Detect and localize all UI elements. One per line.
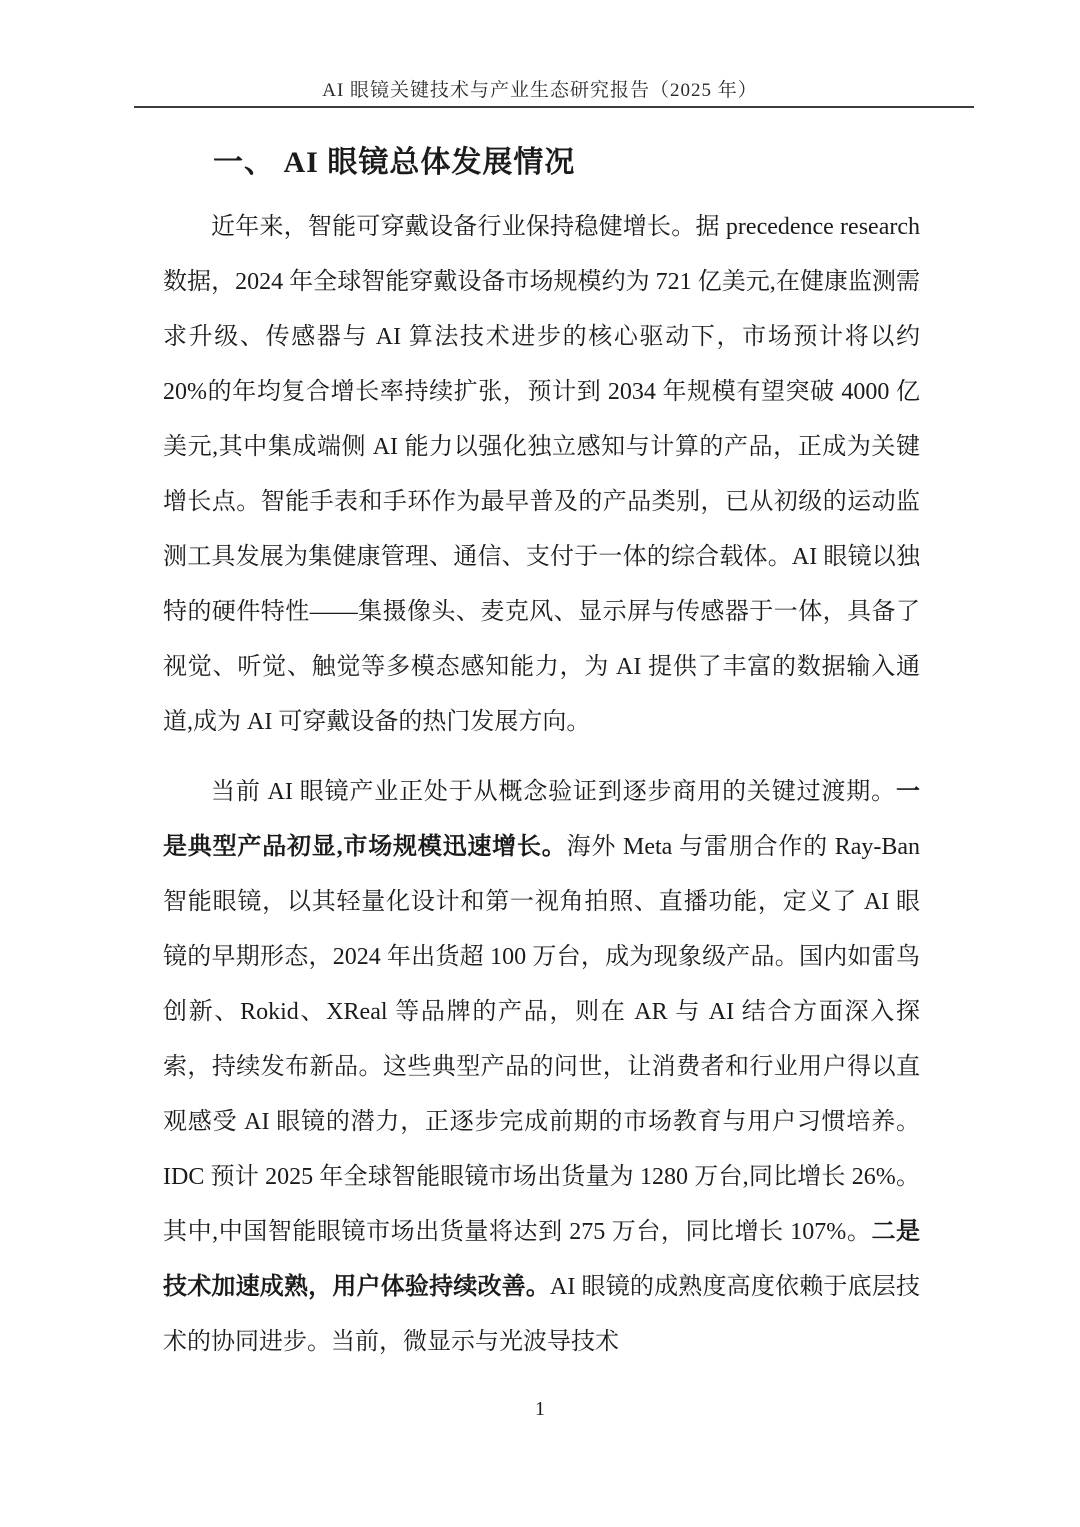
- body-text: [163, 200, 920, 1370]
- paragraph: [163, 200, 920, 750]
- emphasis-run: 二是技术加速成熟，用户体验持续改善。: [163, 1219, 921, 1300]
- emphasis-run: 一是典型产品初显,市场规模迅速增长。: [163, 779, 920, 860]
- text-run: 近年来，智能可穿戴设备行业保持稳健增长。据 precedence research 数据，2024 年全球智能穿戴设备市场规模约为 721 亿美元,在健康监测需求升级、传感器与 AI 算法技术进步的核心驱动下，市场预计将以约 20%的年均复合增长率持续扩张，预计到 2034 年规模有望突破 4000 亿美元,其中集成端侧 AI 能力以强化独立感知与计算的产品，正成为关键增长点。智能手表和手环作为最早普及的产品类别，已从初级的运动监测工具发展为集健康管理、通信、支付于一体的综合载体。AI 眼镜以独特的硬件特性——集摄像头、麦克风、显示屏与传感器于一体，具备了视觉、听觉、触觉等多模态感知能力，为 AI 提供了丰富的数据输入通道,成为 AI 可穿戴设备的热门发展方向。: [163, 214, 920, 735]
- section-heading: 一、 AI 眼镜总体发展情况: [213, 146, 576, 179]
- page-header-title: AI 眼镜关键技术与产业生态研究报告（2025 年）: [322, 80, 758, 101]
- text-run: 海外 Meta 与雷朋合作的 Ray-Ban 智能眼镜，以其轻量化设计和第一视角拍照、直播功能，定义了 AI 眼镜的早期形态，2024 年出货超 100 万台，成为现象级产品。国内如雷鸟创新、Rokid、XReal 等品牌的产品，则在 AR 与 AI 结合方面深入探索，持续发布新品。这些典型产品的问世，让消费者和行业用户得以直观感受 AI 眼镜的潜力，正逐步完成前期的市场教育与用户习惯培养。IDC 预计 2025 年全球智能眼镜市场出货量为 1280 万台,同比增长 26%。其中,中国智能眼镜市场出货量将达到 275 万台，同比增长 107%。: [163, 834, 921, 1245]
- paragraph: [163, 765, 920, 1370]
- page-content: [163, 141, 920, 1370]
- page-number: 1: [535, 1398, 545, 1420]
- text-run: AI 眼镜的成熟度高度依赖于底层技术的协同进步。当前，微显示与光波导技术: [163, 1274, 921, 1355]
- header-divider: [134, 106, 974, 108]
- page-number-footer: [0, 1398, 1080, 1421]
- text-run: 当前 AI 眼镜产业正处于从概念验证到逐步商用的关键过渡期。: [211, 779, 896, 805]
